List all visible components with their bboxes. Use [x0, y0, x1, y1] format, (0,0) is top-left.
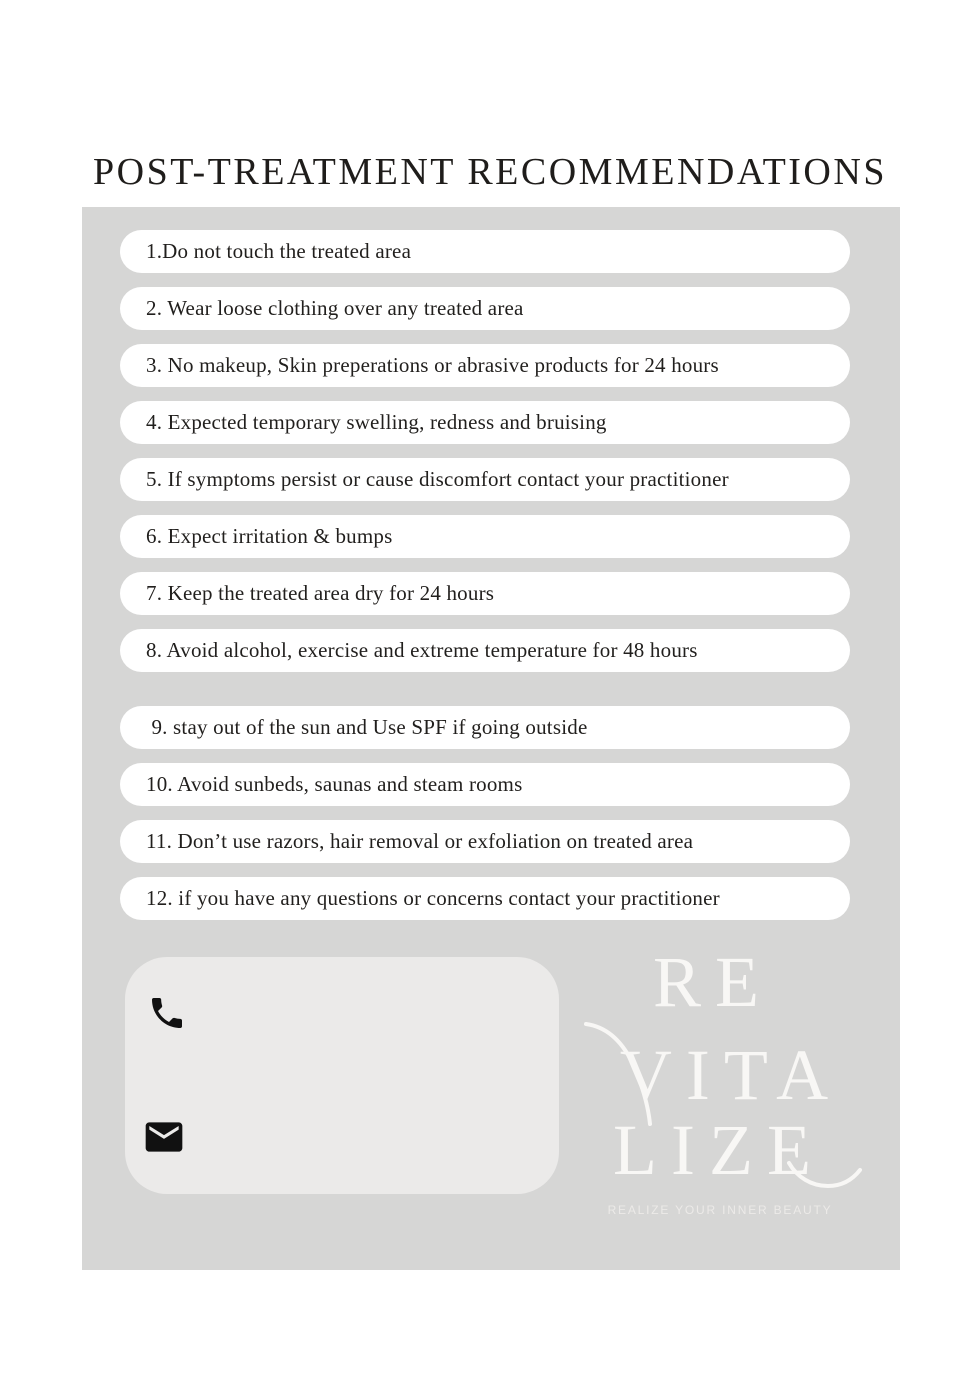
recommendation-pill — [120, 230, 850, 273]
recommendation-text: 6. Expect irritation & bumps — [146, 524, 393, 548]
recommendation-pill — [120, 515, 850, 558]
page-title: POST-TREATMENT RECOMMENDATIONS — [93, 151, 887, 193]
logo-line-re: RE — [652, 942, 774, 1022]
recommendation-text: 9. stay out of the sun and Use SPF if going outside — [146, 715, 588, 739]
brand-tagline: REALIZE YOUR INNER BEAUTY — [607, 1203, 833, 1217]
recommendation-text: 5. If symptoms persist or cause discomfort contact your practitioner — [146, 467, 729, 491]
recommendation-pill — [120, 287, 850, 330]
recommendation-text: 12. if you have any questions or concerns contact your practitioner — [146, 886, 720, 910]
recommendation-pill — [120, 706, 850, 749]
recommendation-pill — [120, 820, 850, 863]
recommendation-text: 4. Expected temporary swelling, redness and bruising — [146, 410, 607, 434]
recommendation-pill — [120, 877, 850, 920]
contact-card — [125, 957, 559, 1194]
recommendation-text: 10. Avoid sunbeds, saunas and steam rooms — [146, 772, 523, 796]
recommendation-pill — [120, 344, 850, 387]
recommendation-pill — [120, 401, 850, 444]
email-icon — [142, 1115, 186, 1159]
recommendation-pill — [120, 458, 850, 501]
recommendation-pill — [120, 629, 850, 672]
logo-line-vita: VITA — [619, 1035, 843, 1115]
recommendation-text: 7. Keep the treated area dry for 24 hours — [146, 581, 495, 605]
recommendation-text: 3. No makeup, Skin preperations or abrasive products for 24 hours — [146, 353, 719, 377]
recommendation-text: 1.Do not touch the treated area — [146, 239, 412, 263]
logo-line-lize: LIZE — [613, 1110, 825, 1190]
recommendation-pill — [120, 572, 850, 615]
recommendation-text: 11. Don’t use razors, hair removal or exfoliation on treated area — [146, 829, 694, 853]
phone-icon — [147, 993, 187, 1033]
recommendation-pill — [120, 763, 850, 806]
recommendation-text: 2. Wear loose clothing over any treated area — [146, 296, 524, 320]
recommendation-text: 8. Avoid alcohol, exercise and extreme temperature for 48 hours — [146, 638, 698, 662]
